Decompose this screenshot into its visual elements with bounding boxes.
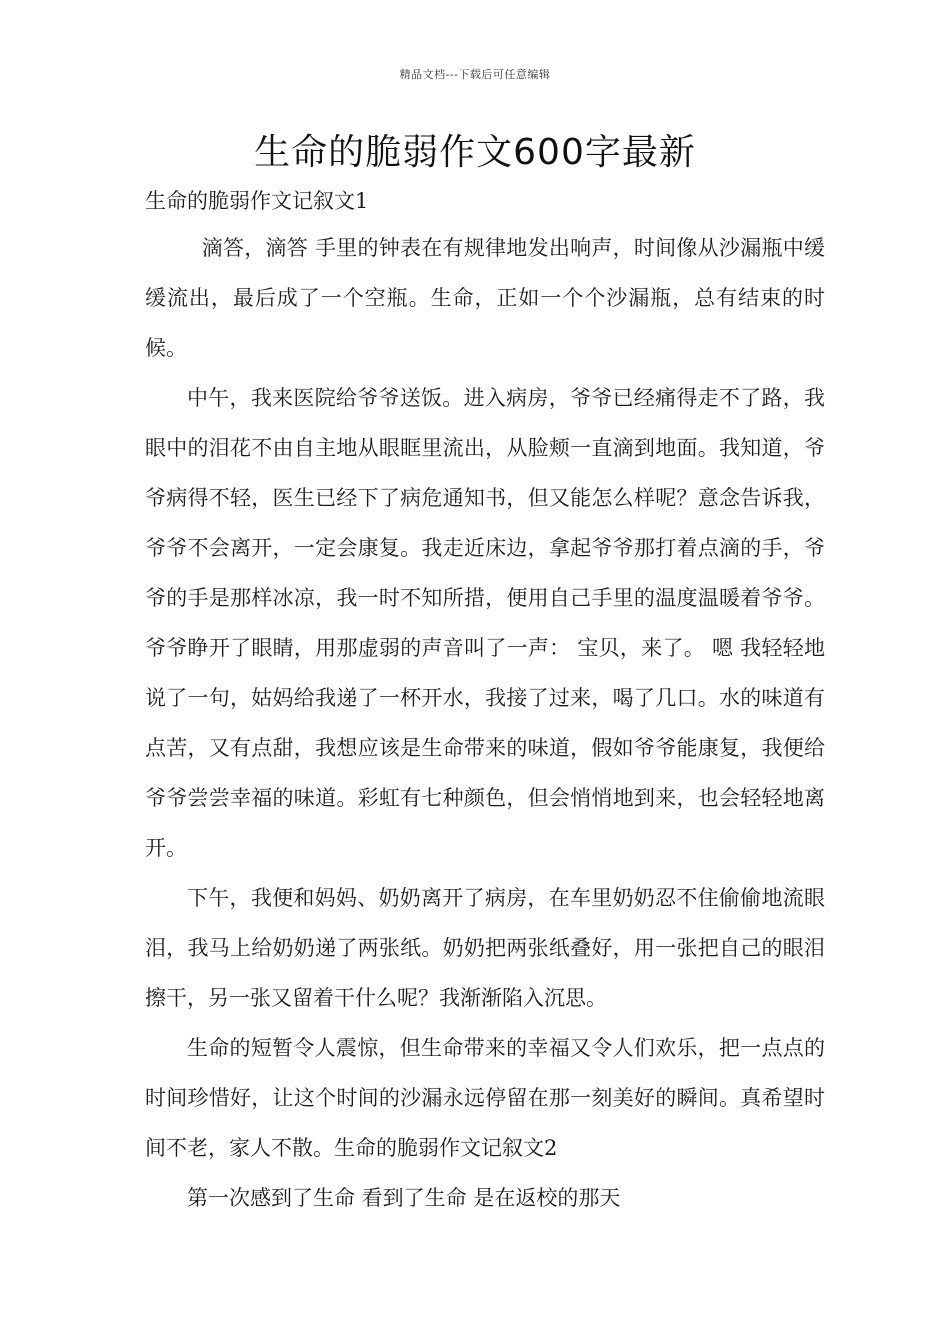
paragraph: 中午，我来医院给爷爷送饭。进入病房，爷爷已经痛得走不了路，我眼中的泪花不由自主地从眼眶里流出，从脸颊一直滴到地面。我知道，爷爷病得不轻，医生已经下了病危通知书，但又能怎么样呢？意念告诉我，爷爷不会离开，一定会康复。我走近床边，拿起爷爷那打着点滴的手，爷爷的手是那样冰凉，我一时不知所措，便用自己手里的温度温暖着爷爷。爷爷睁开了眼睛，用那虚弱的声音叫了一声： 宝贝，来了。 嗯 我轻轻地说了一句，姑妈给我递了一杯开水，我接了过来，喝了几口。水的味道有点苦，又有点甜，我想应该是生命带来的味道，假如爷爷能康复，我便给爷爷尝尝幸福的味道。彩虹有七种颜色，但会悄悄地到来，也会轻轻地离开。 — [145, 386, 825, 860]
article-body — [145, 223, 825, 1223]
paragraph: 下午，我便和妈妈、奶奶离开了病房，在车里奶奶忍不住偷偷地流眼泪，我马上给奶奶递了两张纸。奶奶把两张纸叠好，用一张把自己的眼泪擦干，另一张又留着干什么呢？我渐渐陷入沉思。 — [145, 886, 825, 1010]
paragraph: 生命的短暂令人震惊，但生命带来的幸福又令人们欢乐，把一点点的时间珍惜好，让这个时间的沙漏永远停留在那一刻美好的瞬间。真希望时间不老，家人不散。生命的脆弱作文记叙文2 — [145, 1036, 825, 1160]
paragraph: 滴答，滴答 手里的钟表在有规律地发出响声，时间像从沙漏瓶中缓缓流出，最后成了一个空瓶。生命，正如一个个沙漏瓶，总有结束的时候。 — [145, 236, 825, 360]
section-subheading: 生命的脆弱作文记叙文1 — [145, 189, 369, 213]
document-title: 生命的脆弱作文600字最新 — [254, 132, 696, 173]
paragraph: 第一次感到了生命 看到了生命 是在返校的那天 — [187, 1186, 621, 1210]
header-note: 精品文档---下载后可任意编辑 — [399, 68, 551, 81]
